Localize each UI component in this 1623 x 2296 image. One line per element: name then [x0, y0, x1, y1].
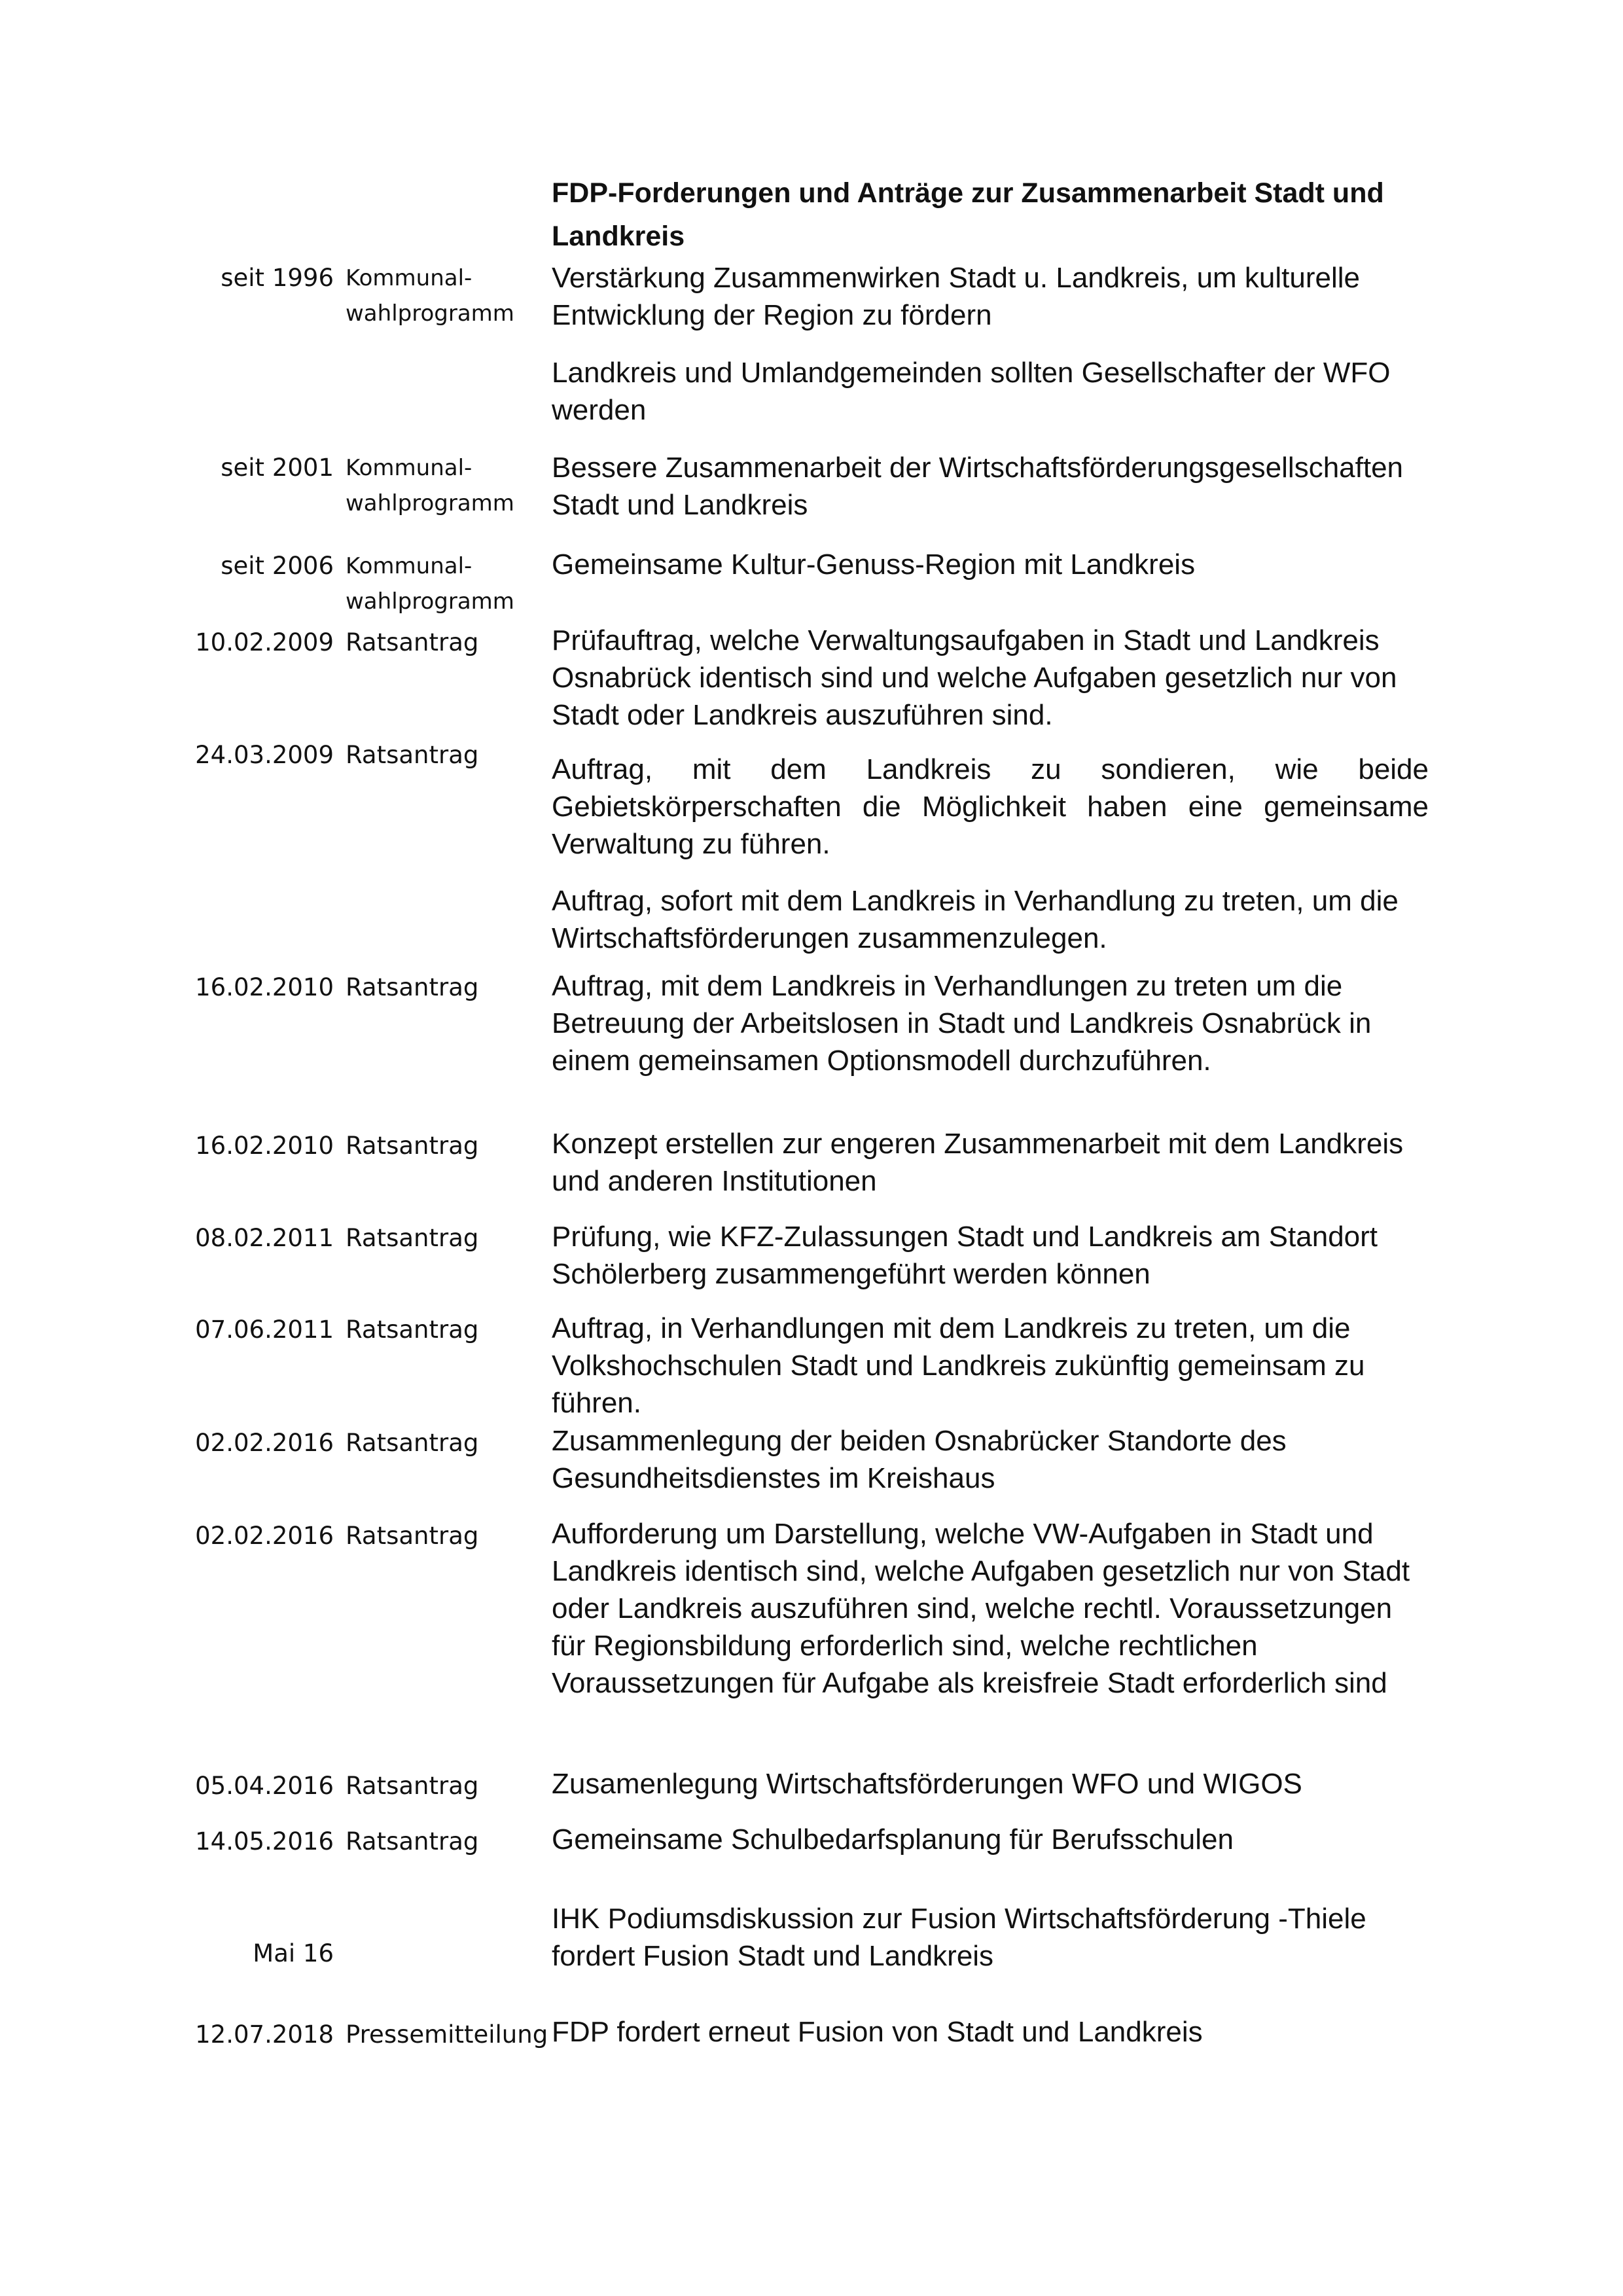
row-kind: Pressemitteilung: [346, 2020, 548, 2049]
row-text: Bessere Zusammenarbeit der Wirtschaftsförderungsgesellschaften Stadt und Landkreis: [552, 452, 1404, 521]
row-text: Verstärkung Zusammenwirken Stadt u. Landkreis, um kulturelle Entwicklung der Region zu fördern: [552, 262, 1361, 331]
row-kind: Ratsantrag: [346, 973, 479, 1001]
row-kind: Kommunal- wahlprogramm: [346, 265, 514, 327]
row-kind: Ratsantrag: [346, 741, 479, 769]
row-date: 07.06.2011: [195, 1316, 334, 1344]
row-text: Auftrag, mit dem Landkreis in Verhandlungen zu treten um die Betreuung der Arbeitslosen in Stadt und Landkreis Osnabrück in einem gemeinsamen Optionsmodell durchzuführen.: [552, 970, 1372, 1077]
row-text: IHK Podiumsdiskussion zur Fusion Wirtschaftsförderung -Thiele fordert Fusion Stadt und Landkreis: [552, 1903, 1366, 1972]
row-text: Aufforderung um Darstellung, welche VW-Aufgaben in Stadt und Landkreis identisch sind, welche Aufgaben gesetzlich nur von Stadt oder Landkreis auszuführen sind, welche rechtl. Voraussetzungen für Regionsbildung erforderlich sind, welche rechtlichen Voraussetzungen für Aufgabe als kreisfreie Stadt erforderlich sind: [552, 1518, 1410, 1699]
row-kind: Kommunal- wahlprogramm: [346, 455, 514, 516]
row-date: 12.07.2018: [195, 2020, 334, 2049]
row-kind: Kommunal- wahlprogramm: [346, 553, 514, 615]
row-text: Konzept erstellen zur engeren Zusammenarbeit mit dem Landkreis und anderen Institutionen: [552, 1128, 1404, 1197]
row-text: Prüfauftrag, welche Verwaltungsaufgaben in Stadt und Landkreis Osnabrück identisch sind und welche Aufgaben gesetzlich nur von Stadt oder Landkreis auszuführen sind.: [552, 624, 1397, 731]
row-date: 10.02.2009: [195, 628, 334, 656]
row-text: Zusammenlegung der beiden Osnabrücker Standorte des Gesundheitsdienstes im Kreishaus: [552, 1425, 1287, 1494]
row-text: Auftrag, mit dem Landkreis zu sondieren, wie beide Gebietskörperschaften die Möglichkeit haben eine gemeinsame Verwaltung zu führen.: [552, 753, 1429, 860]
row-kind: Ratsantrag: [346, 1772, 479, 1800]
row-kind: Ratsantrag: [346, 1522, 479, 1550]
row-date: seit 2006: [221, 552, 334, 580]
row-text: Auftrag, sofort mit dem Landkreis in Verhandlung zu treten, um die Wirtschaftsförderungen zusammenzulegen.: [552, 885, 1399, 954]
row-kind: Ratsantrag: [346, 628, 479, 656]
row-date: seit 2001: [221, 454, 334, 482]
row-date: 05.04.2016: [195, 1772, 334, 1800]
row-date: 24.03.2009: [195, 741, 334, 769]
row-text: Zusamenlegung Wirtschaftsförderungen WFO und WIGOS: [552, 1768, 1302, 1800]
row-text: Gemeinsame Kultur-Genuss-Region mit Landkreis: [552, 548, 1196, 581]
row-date: 14.05.2016: [195, 1827, 334, 1856]
row-date: 16.02.2010: [195, 973, 334, 1001]
document-title: FDP-Forderungen und Anträge zur Zusammenarbeit Stadt und Landkreis: [552, 177, 1384, 252]
row-text: Landkreis und Umlandgemeinden sollten Gesellschafter der WFO werden: [552, 357, 1391, 426]
row-text: Prüfung, wie KFZ-Zulassungen Stadt und Landkreis am Standort Schölerberg zusammengeführt werden können: [552, 1221, 1378, 1290]
row-text: Gemeinsame Schulbedarfsplanung für Berufsschulen: [552, 1823, 1234, 1856]
row-kind: Ratsantrag: [346, 1316, 479, 1344]
row-kind: Ratsantrag: [346, 1429, 479, 1457]
row-kind: Ratsantrag: [346, 1132, 479, 1160]
row-kind: Ratsantrag: [346, 1224, 479, 1252]
row-date: Mai 16: [253, 1939, 334, 1967]
row-text: Auftrag, in Verhandlungen mit dem Landkreis zu treten, um die Volkshochschulen Stadt und Landkreis zukünftig gemeinsam zu führen.: [552, 1312, 1365, 1419]
row-date: seit 1996: [221, 264, 334, 292]
row-text: FDP fordert erneut Fusion von Stadt und Landkreis: [552, 2016, 1203, 2048]
row-date: 16.02.2010: [195, 1132, 334, 1160]
row-kind: Ratsantrag: [346, 1827, 479, 1856]
row-date: 02.02.2016: [195, 1522, 334, 1550]
row-date: 08.02.2011: [195, 1224, 334, 1252]
row-date: 02.02.2016: [195, 1429, 334, 1457]
